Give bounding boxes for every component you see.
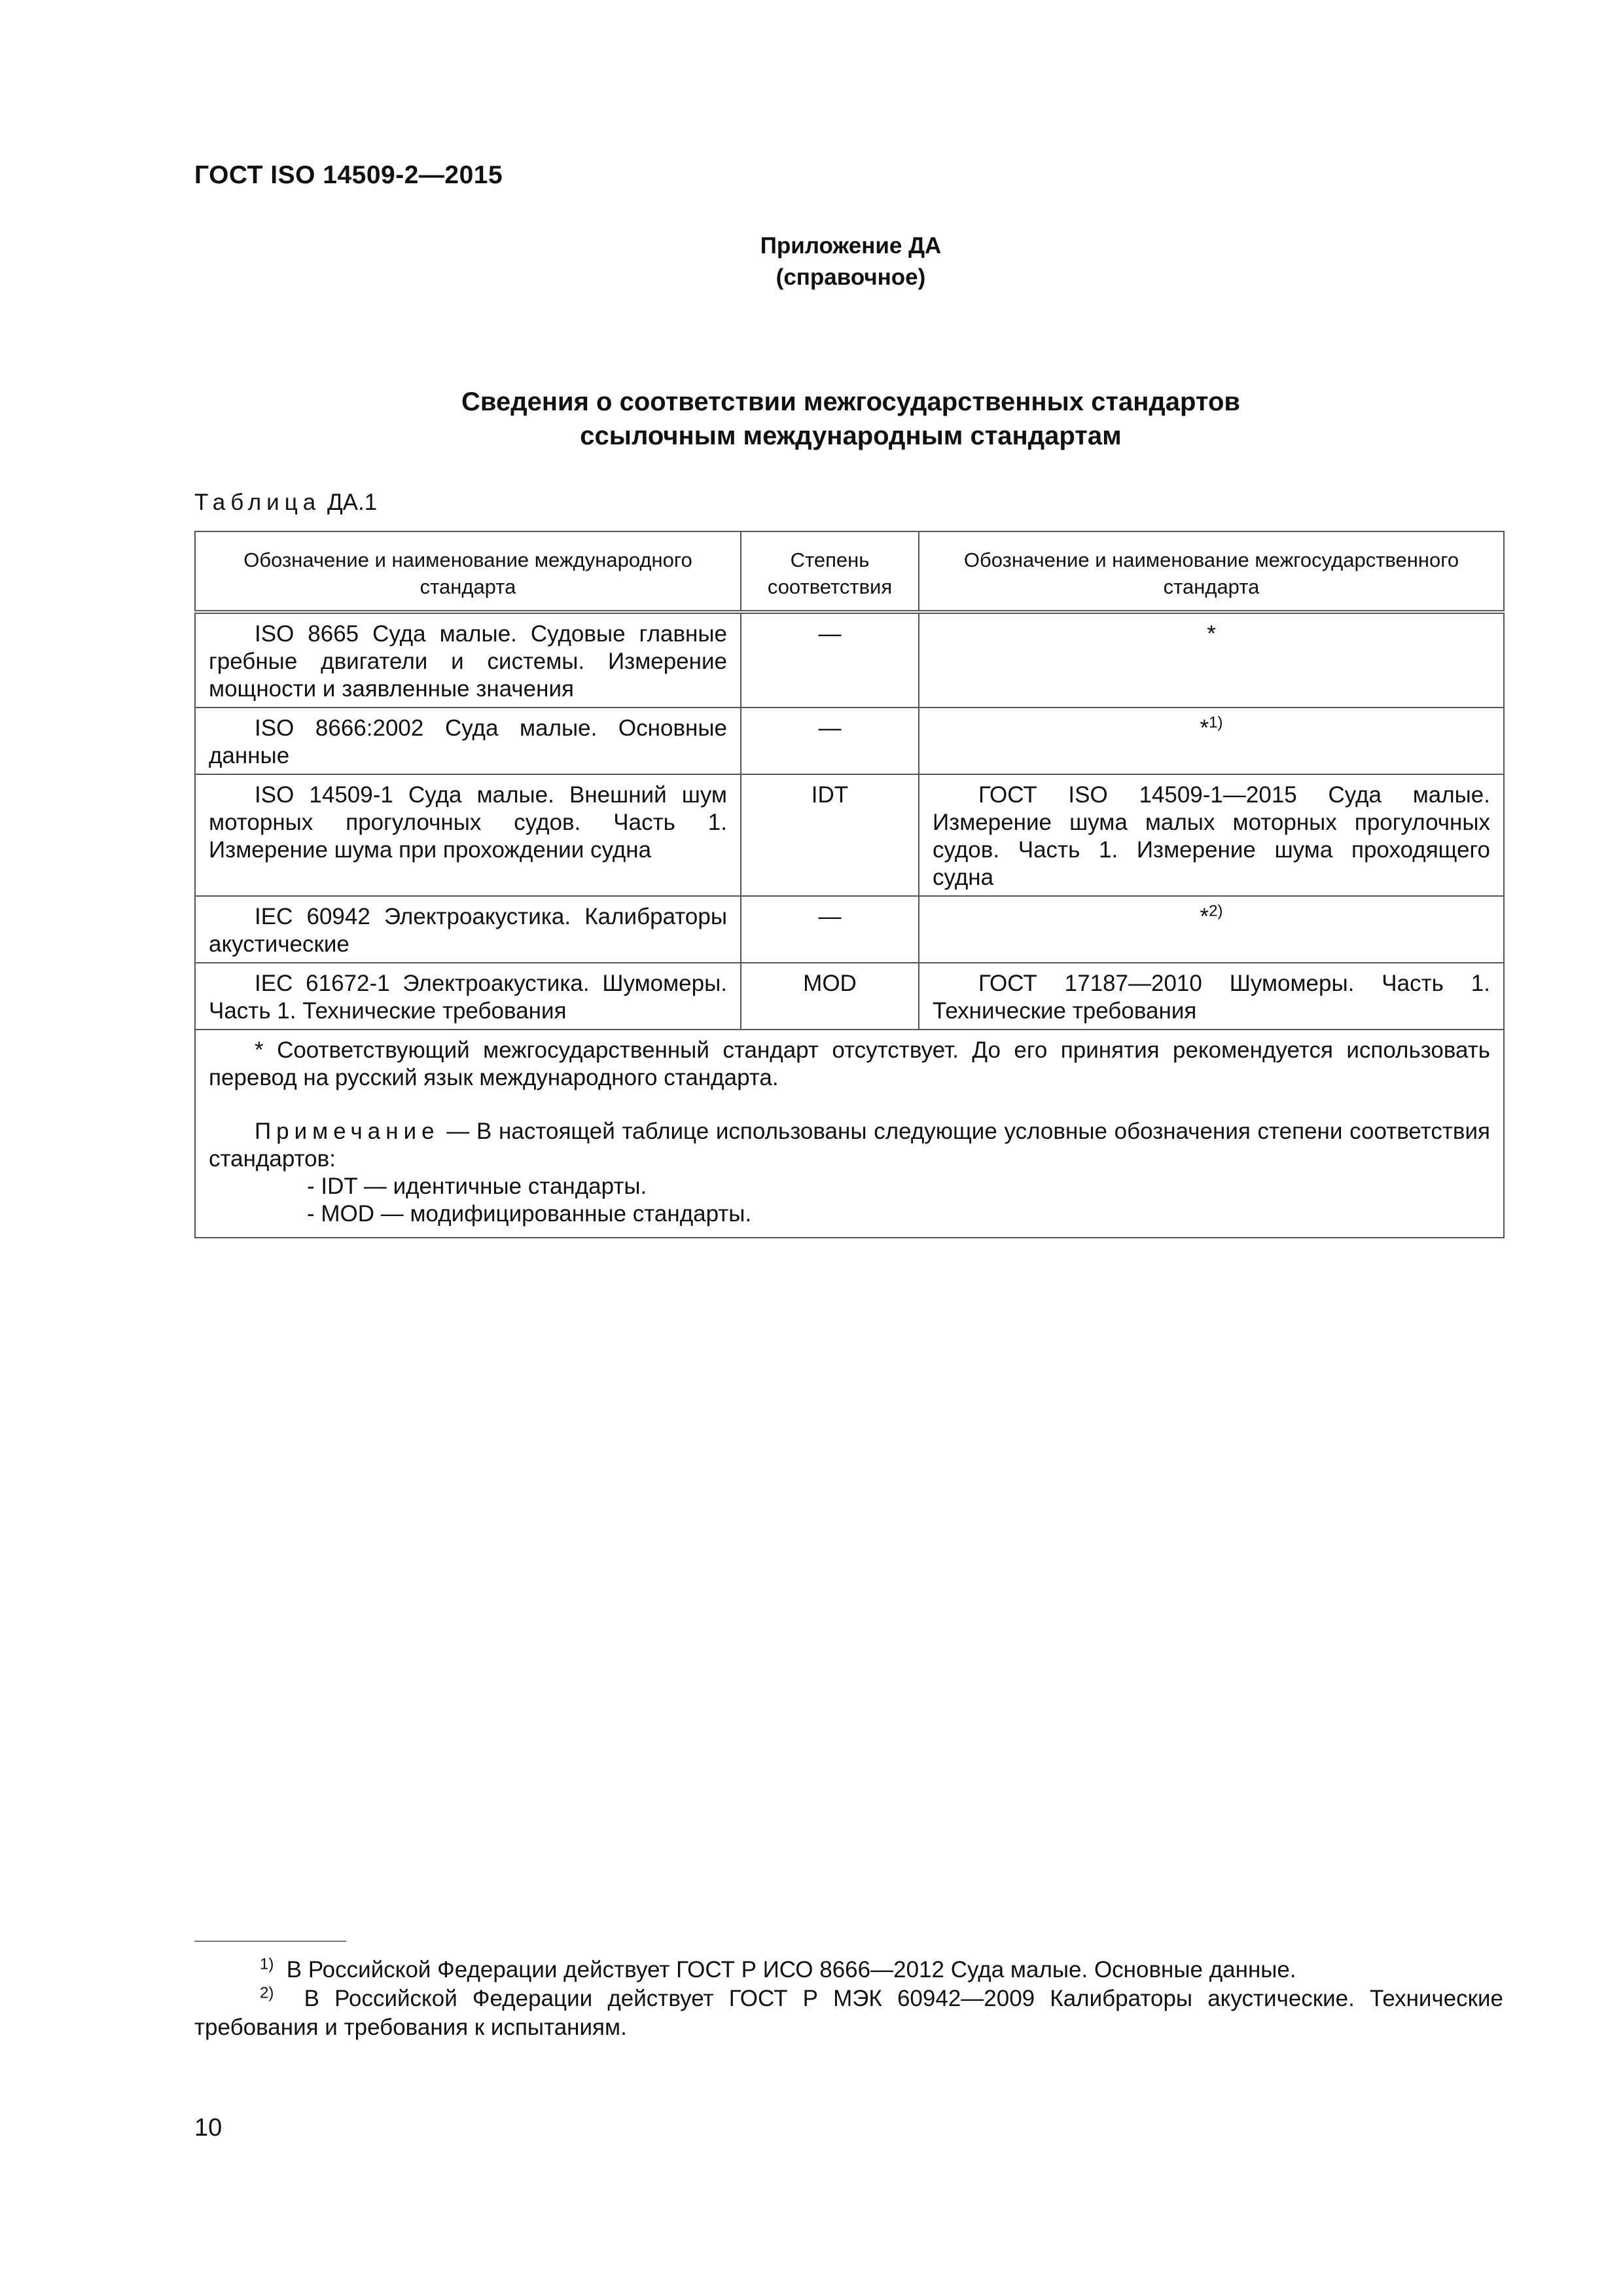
interstate-standard-cell — [919, 963, 1504, 1030]
international-standard-cell — [195, 774, 741, 896]
cell-text: ISO 14509-1 Суда малые. Внешний шум моторных прогулочных судов. Часть 1. Измерение шума при прохождении судна — [209, 782, 727, 863]
table-notes-row — [195, 1030, 1504, 1238]
degree-cell: — — [741, 612, 919, 708]
international-standard-cell — [195, 708, 741, 774]
cell-text: * — [1200, 715, 1209, 741]
annex-title: Приложение ДА — [760, 233, 942, 259]
degree-cell: IDT — [741, 774, 919, 896]
table-row — [195, 708, 1504, 774]
footnote-text: В Российской Федерации действует ГОСТ Р ИСО 8666—2012 Суда малые. Основные данные. — [286, 1957, 1296, 1982]
footnote-separator — [194, 1941, 346, 1942]
standards-correspondence-table — [194, 531, 1505, 1238]
interstate-standard-cell — [919, 612, 1504, 708]
section-title — [0, 385, 1623, 453]
cell-text: ISO 8666:2002 Суда малые. Основные данные — [209, 715, 727, 768]
table-row — [195, 896, 1504, 963]
footnote-text: В Российской Федерации действует ГОСТ Р МЭК 60942—2009 Калибраторы акустические. Технические требования и требования к испытаниям. — [194, 1986, 1504, 2040]
note-list-item: - MOD — модифицированные стандарты. — [307, 1201, 752, 1227]
degree-cell: — — [741, 708, 919, 774]
international-standard-cell — [195, 963, 741, 1030]
table-row — [195, 963, 1504, 1030]
cell-text: * — [1200, 904, 1209, 929]
interstate-standard-cell — [919, 774, 1504, 896]
section-title-line-1: Сведения о соответствии межгосударственных стандартов — [461, 387, 1240, 416]
footnote-marker: 1) — [1209, 713, 1223, 732]
cell-text: ГОСТ 17187—2010 Шумомеры. Часть 1. Технические требования — [933, 971, 1490, 1024]
table-header-row — [195, 531, 1504, 612]
star-note: * Соответствующий межгосударственный стандарт отсутствует. До его принятия рекомендуется использовать перевод на русский язык международного стандарта. — [209, 1037, 1490, 1090]
cell-text: IEC 61672-1 Электроакустика. Шумомеры. Часть 1. Технические требования — [209, 971, 727, 1024]
footnote-marker: 2) — [260, 1984, 274, 2002]
footnote-1 — [194, 1956, 1503, 1984]
footnote-marker: 1) — [260, 1955, 274, 1973]
degree-cell: — — [741, 896, 919, 963]
international-standard-cell — [195, 896, 741, 963]
note-label: Примечание — [255, 1119, 440, 1144]
document-code: ГОСТ ISO 14509-2—2015 — [194, 161, 503, 189]
cell-text: IEC 60942 Электроакустика. Калибраторы акустические — [209, 904, 727, 957]
page-number: 10 — [194, 2114, 223, 2142]
footnote-marker: 2) — [1209, 902, 1223, 920]
section-title-line-2: ссылочным международным стандартам — [580, 422, 1122, 450]
note-list-item: - IDT — идентичные стандарты. — [307, 1174, 647, 1199]
table-caption-word: Таблица — [194, 490, 321, 515]
international-standard-cell — [195, 612, 741, 708]
footnote-2 — [194, 1984, 1503, 2042]
cell-text: ISO 8665 Суда малые. Судовые главные гребные двигатели и системы. Измерение мощности и заявленные значения — [209, 621, 727, 702]
note-text: — В настоящей таблице использованы следующие условные обозначения степени соответствия стандартов: — [209, 1119, 1490, 1172]
cell-text: ГОСТ ISO 14509-1—2015 Суда малые. Измерение шума малых моторных прогулочных судов. Часть 1. Измерение шума проходящего судна — [933, 782, 1490, 890]
cell-text: * — [1207, 621, 1216, 647]
header-international-standard: Обозначение и наименование международного стандарта — [195, 531, 741, 612]
degree-cell: MOD — [741, 963, 919, 1030]
note-paragraph — [209, 1118, 1490, 1173]
table-row — [195, 612, 1504, 708]
interstate-standard-cell — [919, 896, 1504, 963]
table-notes-cell — [195, 1030, 1504, 1238]
header-interstate-standard: Обозначение и наименование межгосударственного стандарта — [919, 531, 1504, 612]
annex-status: (справочное) — [776, 264, 926, 290]
table-caption-number: ДА.1 — [327, 490, 378, 515]
header-degree-of-correspondence: Степень соответствия — [741, 531, 919, 612]
interstate-standard-cell — [919, 708, 1504, 774]
table-row — [195, 774, 1504, 896]
table-caption — [194, 488, 377, 517]
